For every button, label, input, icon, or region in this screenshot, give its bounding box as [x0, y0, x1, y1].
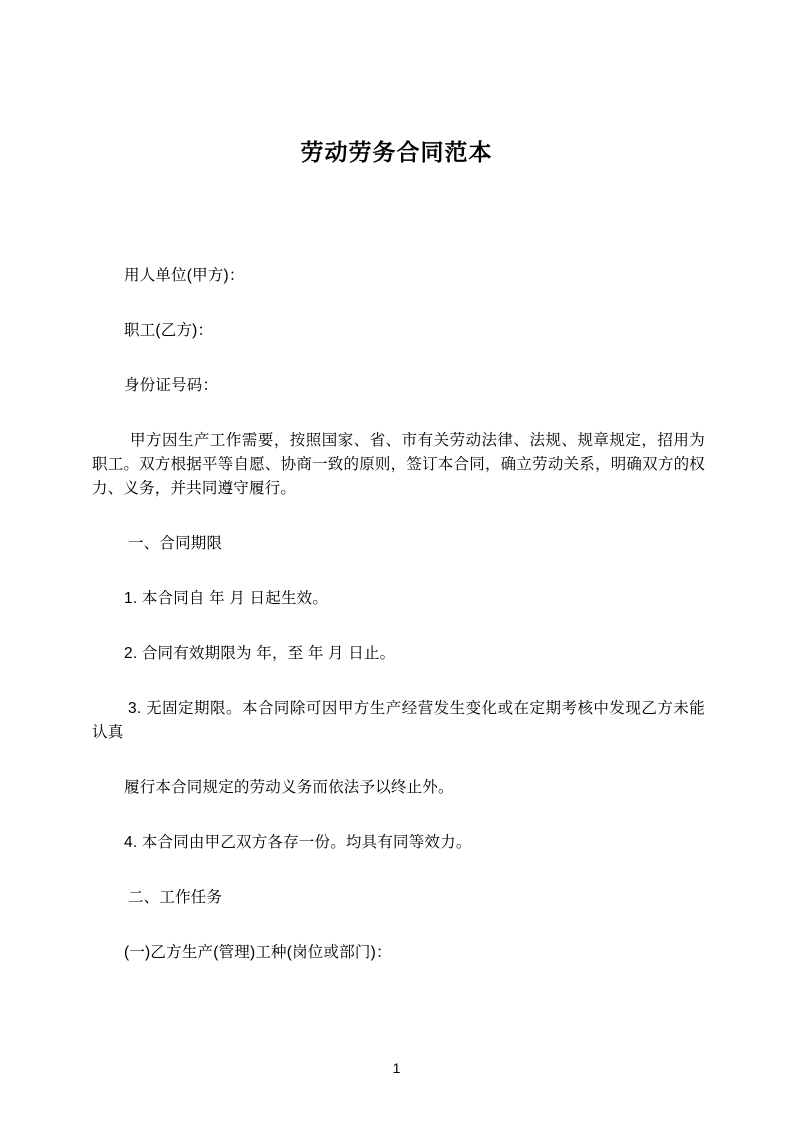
paragraph-clause-1-3: 3. 无固定期限。本合同除可因甲方生产经营发生变化或在定期考核中发现乙方未能认真 [92, 700, 705, 742]
page-number: 1 [392, 1060, 401, 1076]
paragraph-clause-1-1: 1. 本合同自 年 月 日起生效。 [124, 590, 329, 607]
paragraph-clause-2-1: (一)乙方生产(管理)工种(岗位或部门)： [124, 944, 392, 962]
document-body [0, 264, 793, 965]
page-title: 劳动劳务合同范本 [300, 139, 493, 165]
paragraph-id-number: 身份证号码： [124, 376, 219, 394]
paragraph-preamble: 甲方因生产工作需要，按照国家、省、市有关劳动法律、法规、规章规定，招用为职工。双方根据平等自愿、协商一致的原则，签订本合同，确立劳动关系，明确双方的权力、义务，并共同遵守履行。 [92, 431, 705, 497]
paragraph-party-b: 职工(乙方)： [124, 321, 214, 339]
heading-section-two: 二、工作任务 [128, 889, 223, 907]
paragraph-clause-1-2: 2. 合同有效期限为 年，至 年 月 日止。 [124, 645, 396, 663]
paragraph-clause-1-3-continued: 履行本合同规定的劳动义务而依法予以终止外。 [124, 779, 454, 797]
heading-section-one: 一、合同期限 [128, 534, 223, 552]
paragraph-clause-1-4: 4. 本合同由甲乙双方各存一份。均具有同等效力。 [124, 834, 472, 852]
paragraph-party-a: 用人单位(甲方)： [124, 266, 245, 284]
